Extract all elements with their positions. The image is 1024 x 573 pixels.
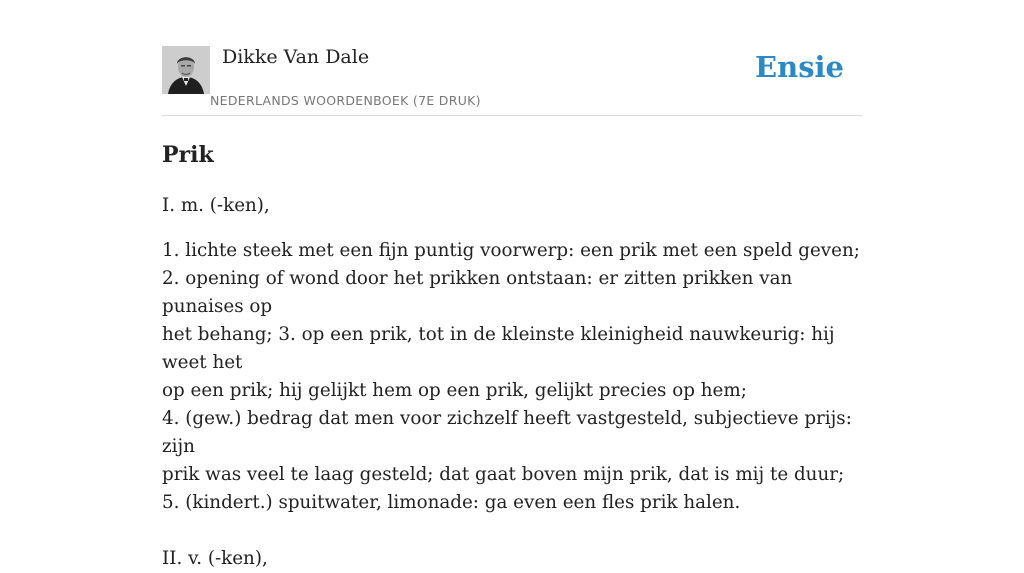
- header: [162, 0, 862, 116]
- entry-content: [162, 140, 867, 573]
- author-avatar[interactable]: [162, 46, 210, 94]
- definition-line: het behang; 3. op een prik, tot in de kleinste kleinigheid nauwkeurig: hij weet het: [162, 324, 835, 373]
- brand-logo[interactable]: Ensie: [755, 50, 844, 84]
- author-name[interactable]: Dikke Van Dale: [222, 46, 370, 68]
- definition-line: prik was veel te laag gesteld; dat gaat boven mijn prik, dat is mij te duur;: [162, 464, 845, 485]
- definition-list: [162, 237, 867, 517]
- source-subtitle[interactable]: NEDERLANDS WOORDENBOEK (7E DRUK): [210, 93, 481, 108]
- portrait-image: [162, 46, 210, 94]
- sense-1-label: I. m. (-ken),: [162, 195, 270, 216]
- definition-line: 5. (kindert.) spuitwater, limonade: ga even een fles prik halen.: [162, 492, 741, 513]
- definition-line: op een prik; hij gelijkt hem op een prik, gelijkt precies op hem;: [162, 380, 747, 401]
- definition-line: 2. opening of wond door het prikken ontstaan: er zitten prikken van punaises op: [162, 268, 793, 317]
- entry-title: Prik: [162, 142, 214, 168]
- definition-line: 1. lichte steek met een fijn puntig voorwerp: een prik met een speld geven;: [162, 240, 860, 261]
- sense-2-label: II. v. (-ken),: [162, 548, 268, 569]
- definition-line: 4. (gew.) bedrag dat men voor zichzelf heeft vastgesteld, subjectieve prijs: zijn: [162, 408, 852, 457]
